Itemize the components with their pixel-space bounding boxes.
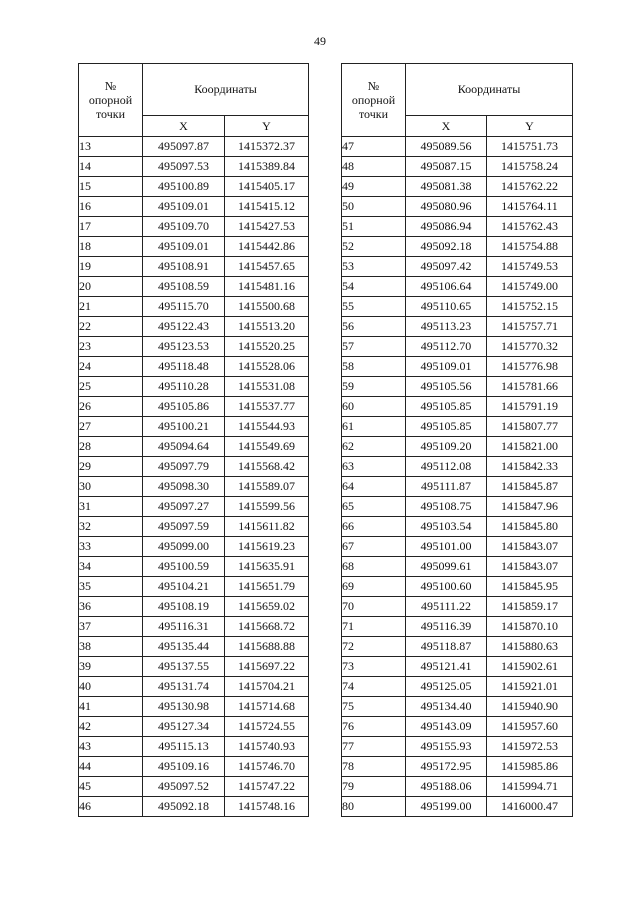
table-row <box>79 677 309 697</box>
point-number-cell: 52 <box>342 237 406 257</box>
y-coordinate-cell: 1415994.71 <box>487 777 573 797</box>
table-row <box>342 217 573 237</box>
y-coordinate-cell: 1415659.02 <box>225 597 309 617</box>
y-coordinate-cell: 1415531.08 <box>225 377 309 397</box>
point-number-header <box>342 64 406 137</box>
x-coordinate-cell: 495172.95 <box>406 757 487 777</box>
x-coordinate-cell: 495086.94 <box>406 217 487 237</box>
x-coordinate-cell: 495125.05 <box>406 677 487 697</box>
y-coordinate-cell: 1415704.21 <box>225 677 309 697</box>
x-coordinate-cell: 495130.98 <box>143 697 225 717</box>
table-row <box>79 417 309 437</box>
point-number-cell: 59 <box>342 377 406 397</box>
y-coordinate-cell: 1415770.32 <box>487 337 573 357</box>
point-number-cell: 63 <box>342 457 406 477</box>
point-number-cell: 23 <box>79 337 143 357</box>
x-coordinate-cell: 495097.79 <box>143 457 225 477</box>
point-number-cell: 77 <box>342 737 406 757</box>
table-row <box>79 357 309 377</box>
x-coordinate-cell: 495098.30 <box>143 477 225 497</box>
point-number-cell: 35 <box>79 577 143 597</box>
y-column-header: Y <box>487 116 573 137</box>
x-coordinate-cell: 495135.44 <box>143 637 225 657</box>
point-number-cell: 55 <box>342 297 406 317</box>
table-row <box>342 177 573 197</box>
y-coordinate-cell: 1415972.53 <box>487 737 573 757</box>
x-coordinate-cell: 495081.38 <box>406 177 487 197</box>
x-coordinate-cell: 495097.53 <box>143 157 225 177</box>
x-coordinate-cell: 495100.21 <box>143 417 225 437</box>
y-coordinate-cell: 1415985.86 <box>487 757 573 777</box>
point-number-cell: 64 <box>342 477 406 497</box>
y-coordinate-cell: 1415749.00 <box>487 277 573 297</box>
x-coordinate-cell: 495100.59 <box>143 557 225 577</box>
point-number-cell: 65 <box>342 497 406 517</box>
y-coordinate-cell: 1415714.68 <box>225 697 309 717</box>
x-coordinate-cell: 495108.91 <box>143 257 225 277</box>
point-number-cell: 18 <box>79 237 143 257</box>
x-coordinate-cell: 495109.01 <box>143 237 225 257</box>
table-row <box>79 597 309 617</box>
y-coordinate-cell: 1415747.22 <box>225 777 309 797</box>
x-coordinate-cell: 495116.39 <box>406 617 487 637</box>
x-coordinate-cell: 495100.89 <box>143 177 225 197</box>
point-number-cell: 17 <box>79 217 143 237</box>
y-coordinate-cell: 1415807.77 <box>487 417 573 437</box>
x-coordinate-cell: 495097.87 <box>143 137 225 157</box>
table-row <box>342 277 573 297</box>
point-number-cell: 80 <box>342 797 406 817</box>
y-coordinate-cell: 1415842.33 <box>487 457 573 477</box>
y-coordinate-cell: 1415724.55 <box>225 717 309 737</box>
x-coordinate-cell: 495089.56 <box>406 137 487 157</box>
coordinates-table-left <box>78 63 309 817</box>
reference-label: опорной <box>351 93 396 107</box>
x-coordinate-cell: 495110.28 <box>143 377 225 397</box>
y-coordinate-cell: 1415427.53 <box>225 217 309 237</box>
x-coordinate-cell: 495109.16 <box>143 757 225 777</box>
y-coordinate-cell: 1415668.72 <box>225 617 309 637</box>
y-coordinate-cell: 1415791.19 <box>487 397 573 417</box>
table-row <box>342 237 573 257</box>
table-row <box>342 397 573 417</box>
reference-label: опорной <box>88 93 133 107</box>
table-row <box>79 617 309 637</box>
point-number-cell: 62 <box>342 437 406 457</box>
y-coordinate-cell: 1415880.63 <box>487 637 573 657</box>
x-coordinate-cell: 495137.55 <box>143 657 225 677</box>
x-coordinate-cell: 495199.00 <box>406 797 487 817</box>
x-coordinate-cell: 495108.19 <box>143 597 225 617</box>
point-number-cell: 49 <box>342 177 406 197</box>
y-coordinate-cell: 1415957.60 <box>487 717 573 737</box>
point-number-cell: 57 <box>342 337 406 357</box>
table-row <box>342 457 573 477</box>
table-row <box>79 457 309 477</box>
y-coordinate-cell: 1415589.07 <box>225 477 309 497</box>
x-coordinate-cell: 495097.52 <box>143 777 225 797</box>
table-row <box>342 437 573 457</box>
x-column-header: X <box>143 116 225 137</box>
table-row <box>79 237 309 257</box>
point-number-cell: 33 <box>79 537 143 557</box>
table-row <box>342 137 573 157</box>
table-row <box>342 197 573 217</box>
table-row <box>342 257 573 277</box>
x-coordinate-cell: 495101.00 <box>406 537 487 557</box>
x-coordinate-cell: 495115.13 <box>143 737 225 757</box>
point-number-cell: 14 <box>79 157 143 177</box>
point-number-cell: 53 <box>342 257 406 277</box>
table-row <box>342 777 573 797</box>
table-row <box>342 797 573 817</box>
table-row <box>79 497 309 517</box>
table-row <box>79 637 309 657</box>
y-coordinate-cell: 1415764.11 <box>487 197 573 217</box>
table-row <box>79 297 309 317</box>
y-coordinate-cell: 1416000.47 <box>487 797 573 817</box>
table-row <box>79 257 309 277</box>
table-row <box>342 677 573 697</box>
point-number-cell: 74 <box>342 677 406 697</box>
point-number-cell: 22 <box>79 317 143 337</box>
y-coordinate-cell: 1415537.77 <box>225 397 309 417</box>
table-row <box>79 177 309 197</box>
point-number-header <box>79 64 143 137</box>
coordinates-header: Координаты <box>143 64 309 116</box>
x-coordinate-cell: 495106.64 <box>406 277 487 297</box>
x-coordinate-cell: 495123.53 <box>143 337 225 357</box>
point-number-cell: 66 <box>342 517 406 537</box>
point-number-cell: 46 <box>79 797 143 817</box>
number-sign-label: № <box>367 79 380 93</box>
point-number-cell: 42 <box>79 717 143 737</box>
x-coordinate-cell: 495109.70 <box>143 217 225 237</box>
table-row <box>79 537 309 557</box>
table-row <box>79 197 309 217</box>
y-coordinate-cell: 1415635.91 <box>225 557 309 577</box>
point-number-cell: 19 <box>79 257 143 277</box>
table-row <box>79 217 309 237</box>
table-row <box>79 797 309 817</box>
table-row <box>342 597 573 617</box>
y-column-header: Y <box>225 116 309 137</box>
point-number-cell: 50 <box>342 197 406 217</box>
table-row <box>342 517 573 537</box>
point-number-cell: 54 <box>342 277 406 297</box>
point-label: точки <box>95 107 126 121</box>
x-coordinate-cell: 495097.59 <box>143 517 225 537</box>
point-number-cell: 31 <box>79 497 143 517</box>
x-coordinate-cell: 495105.56 <box>406 377 487 397</box>
table-row <box>342 617 573 637</box>
y-coordinate-cell: 1415481.16 <box>225 277 309 297</box>
page-number: 49 <box>314 34 326 48</box>
y-coordinate-cell: 1415757.71 <box>487 317 573 337</box>
point-number-cell: 47 <box>342 137 406 157</box>
y-coordinate-cell: 1415442.86 <box>225 237 309 257</box>
table-row <box>342 637 573 657</box>
table-row <box>79 517 309 537</box>
table-row <box>342 157 573 177</box>
y-coordinate-cell: 1415751.73 <box>487 137 573 157</box>
x-coordinate-cell: 495109.20 <box>406 437 487 457</box>
x-coordinate-cell: 495104.21 <box>143 577 225 597</box>
point-number-cell: 37 <box>79 617 143 637</box>
x-coordinate-cell: 495143.09 <box>406 717 487 737</box>
point-number-cell: 39 <box>79 657 143 677</box>
y-coordinate-cell: 1415781.66 <box>487 377 573 397</box>
y-coordinate-cell: 1415599.56 <box>225 497 309 517</box>
x-coordinate-cell: 495155.93 <box>406 737 487 757</box>
y-coordinate-cell: 1415549.69 <box>225 437 309 457</box>
x-coordinate-cell: 495113.23 <box>406 317 487 337</box>
point-number-cell: 27 <box>79 417 143 437</box>
x-coordinate-cell: 495131.74 <box>143 677 225 697</box>
table-row <box>342 557 573 577</box>
x-coordinate-cell: 495115.70 <box>143 297 225 317</box>
point-number-cell: 40 <box>79 677 143 697</box>
y-coordinate-cell: 1415611.82 <box>225 517 309 537</box>
table-row <box>79 777 309 797</box>
y-coordinate-cell: 1415821.00 <box>487 437 573 457</box>
y-coordinate-cell: 1415762.22 <box>487 177 573 197</box>
table-row <box>342 537 573 557</box>
y-coordinate-cell: 1415415.12 <box>225 197 309 217</box>
y-coordinate-cell: 1415389.84 <box>225 157 309 177</box>
y-coordinate-cell: 1415748.16 <box>225 797 309 817</box>
table-row <box>79 337 309 357</box>
point-number-cell: 28 <box>79 437 143 457</box>
y-coordinate-cell: 1415520.25 <box>225 337 309 357</box>
x-coordinate-cell: 495099.61 <box>406 557 487 577</box>
point-number-cell: 44 <box>79 757 143 777</box>
y-coordinate-cell: 1415845.80 <box>487 517 573 537</box>
table-row <box>79 377 309 397</box>
y-coordinate-cell: 1415513.20 <box>225 317 309 337</box>
y-coordinate-cell: 1415688.88 <box>225 637 309 657</box>
point-number-cell: 73 <box>342 657 406 677</box>
y-coordinate-cell: 1415544.93 <box>225 417 309 437</box>
table-row <box>79 277 309 297</box>
x-coordinate-cell: 495109.01 <box>143 197 225 217</box>
y-coordinate-cell: 1415752.15 <box>487 297 573 317</box>
x-coordinate-cell: 495188.06 <box>406 777 487 797</box>
table-row <box>342 697 573 717</box>
x-coordinate-cell: 495105.85 <box>406 397 487 417</box>
table-row <box>342 717 573 737</box>
point-label: точки <box>358 107 389 121</box>
point-number-cell: 45 <box>79 777 143 797</box>
x-coordinate-cell: 495097.42 <box>406 257 487 277</box>
point-number-cell: 79 <box>342 777 406 797</box>
x-coordinate-cell: 495111.87 <box>406 477 487 497</box>
x-coordinate-cell: 495108.75 <box>406 497 487 517</box>
point-number-cell: 20 <box>79 277 143 297</box>
x-coordinate-cell: 495080.96 <box>406 197 487 217</box>
x-coordinate-cell: 495116.31 <box>143 617 225 637</box>
table-row <box>342 377 573 397</box>
table-row <box>342 497 573 517</box>
point-number-cell: 67 <box>342 537 406 557</box>
point-number-cell: 48 <box>342 157 406 177</box>
point-number-cell: 51 <box>342 217 406 237</box>
x-coordinate-cell: 495108.59 <box>143 277 225 297</box>
y-coordinate-cell: 1415921.01 <box>487 677 573 697</box>
point-number-cell: 69 <box>342 577 406 597</box>
x-coordinate-cell: 495097.27 <box>143 497 225 517</box>
table-row <box>342 577 573 597</box>
y-coordinate-cell: 1415776.98 <box>487 357 573 377</box>
coordinates-table-right <box>341 63 573 817</box>
point-number-cell: 76 <box>342 717 406 737</box>
y-coordinate-cell: 1415500.68 <box>225 297 309 317</box>
y-coordinate-cell: 1415372.37 <box>225 137 309 157</box>
x-coordinate-cell: 495134.40 <box>406 697 487 717</box>
table-row <box>342 317 573 337</box>
point-number-cell: 72 <box>342 637 406 657</box>
x-column-header: X <box>406 116 487 137</box>
y-coordinate-cell: 1415749.53 <box>487 257 573 277</box>
table-row <box>79 137 309 157</box>
table-row <box>342 477 573 497</box>
y-coordinate-cell: 1415619.23 <box>225 537 309 557</box>
x-coordinate-cell: 495100.60 <box>406 577 487 597</box>
y-coordinate-cell: 1415528.06 <box>225 357 309 377</box>
y-coordinate-cell: 1415847.96 <box>487 497 573 517</box>
x-coordinate-cell: 495105.86 <box>143 397 225 417</box>
point-number-cell: 71 <box>342 617 406 637</box>
table-row <box>79 717 309 737</box>
x-coordinate-cell: 495127.34 <box>143 717 225 737</box>
table-row <box>79 757 309 777</box>
table-row <box>79 557 309 577</box>
table-row <box>342 337 573 357</box>
point-number-cell: 16 <box>79 197 143 217</box>
table-row <box>342 357 573 377</box>
point-number-cell: 58 <box>342 357 406 377</box>
y-coordinate-cell: 1415843.07 <box>487 557 573 577</box>
y-coordinate-cell: 1415843.07 <box>487 537 573 557</box>
point-number-cell: 30 <box>79 477 143 497</box>
table-row <box>79 737 309 757</box>
table-row <box>79 437 309 457</box>
x-coordinate-cell: 495094.64 <box>143 437 225 457</box>
x-coordinate-cell: 495112.08 <box>406 457 487 477</box>
y-coordinate-cell: 1415940.90 <box>487 697 573 717</box>
y-coordinate-cell: 1415870.10 <box>487 617 573 637</box>
y-coordinate-cell: 1415405.17 <box>225 177 309 197</box>
table-row <box>79 397 309 417</box>
x-coordinate-cell: 495112.70 <box>406 337 487 357</box>
point-number-cell: 41 <box>79 697 143 717</box>
number-sign-label: № <box>104 79 117 93</box>
point-number-cell: 25 <box>79 377 143 397</box>
point-number-cell: 60 <box>342 397 406 417</box>
x-coordinate-cell: 495122.43 <box>143 317 225 337</box>
point-number-cell: 24 <box>79 357 143 377</box>
table-row <box>342 737 573 757</box>
table-row <box>79 157 309 177</box>
x-coordinate-cell: 495118.48 <box>143 357 225 377</box>
y-coordinate-cell: 1415568.42 <box>225 457 309 477</box>
y-coordinate-cell: 1415845.87 <box>487 477 573 497</box>
x-coordinate-cell: 495121.41 <box>406 657 487 677</box>
x-coordinate-cell: 495110.65 <box>406 297 487 317</box>
point-number-cell: 15 <box>79 177 143 197</box>
x-coordinate-cell: 495105.85 <box>406 417 487 437</box>
y-coordinate-cell: 1415740.93 <box>225 737 309 757</box>
x-coordinate-cell: 495099.00 <box>143 537 225 557</box>
x-coordinate-cell: 495118.87 <box>406 637 487 657</box>
x-coordinate-cell: 495092.18 <box>406 237 487 257</box>
y-coordinate-cell: 1415859.17 <box>487 597 573 617</box>
y-coordinate-cell: 1415758.24 <box>487 157 573 177</box>
table-row <box>79 317 309 337</box>
point-number-cell: 56 <box>342 317 406 337</box>
y-coordinate-cell: 1415902.61 <box>487 657 573 677</box>
point-number-cell: 78 <box>342 757 406 777</box>
point-number-cell: 34 <box>79 557 143 577</box>
table-row <box>342 417 573 437</box>
x-coordinate-cell: 495109.01 <box>406 357 487 377</box>
point-number-cell: 21 <box>79 297 143 317</box>
point-number-cell: 70 <box>342 597 406 617</box>
point-number-cell: 26 <box>79 397 143 417</box>
y-coordinate-cell: 1415746.70 <box>225 757 309 777</box>
point-number-cell: 29 <box>79 457 143 477</box>
point-number-cell: 13 <box>79 137 143 157</box>
x-coordinate-cell: 495111.22 <box>406 597 487 617</box>
table-row <box>79 657 309 677</box>
table-row <box>79 577 309 597</box>
table-row <box>342 757 573 777</box>
point-number-cell: 32 <box>79 517 143 537</box>
x-coordinate-cell: 495092.18 <box>143 797 225 817</box>
table-row <box>79 477 309 497</box>
x-coordinate-cell: 495103.54 <box>406 517 487 537</box>
y-coordinate-cell: 1415845.95 <box>487 577 573 597</box>
point-number-cell: 68 <box>342 557 406 577</box>
y-coordinate-cell: 1415457.65 <box>225 257 309 277</box>
point-number-cell: 38 <box>79 637 143 657</box>
point-number-cell: 61 <box>342 417 406 437</box>
y-coordinate-cell: 1415762.43 <box>487 217 573 237</box>
x-coordinate-cell: 495087.15 <box>406 157 487 177</box>
y-coordinate-cell: 1415651.79 <box>225 577 309 597</box>
coordinates-header: Координаты <box>406 64 573 116</box>
y-coordinate-cell: 1415754.88 <box>487 237 573 257</box>
y-coordinate-cell: 1415697.22 <box>225 657 309 677</box>
point-number-cell: 43 <box>79 737 143 757</box>
table-row <box>79 697 309 717</box>
point-number-cell: 75 <box>342 697 406 717</box>
table-row <box>342 657 573 677</box>
point-number-cell: 36 <box>79 597 143 617</box>
table-row <box>342 297 573 317</box>
